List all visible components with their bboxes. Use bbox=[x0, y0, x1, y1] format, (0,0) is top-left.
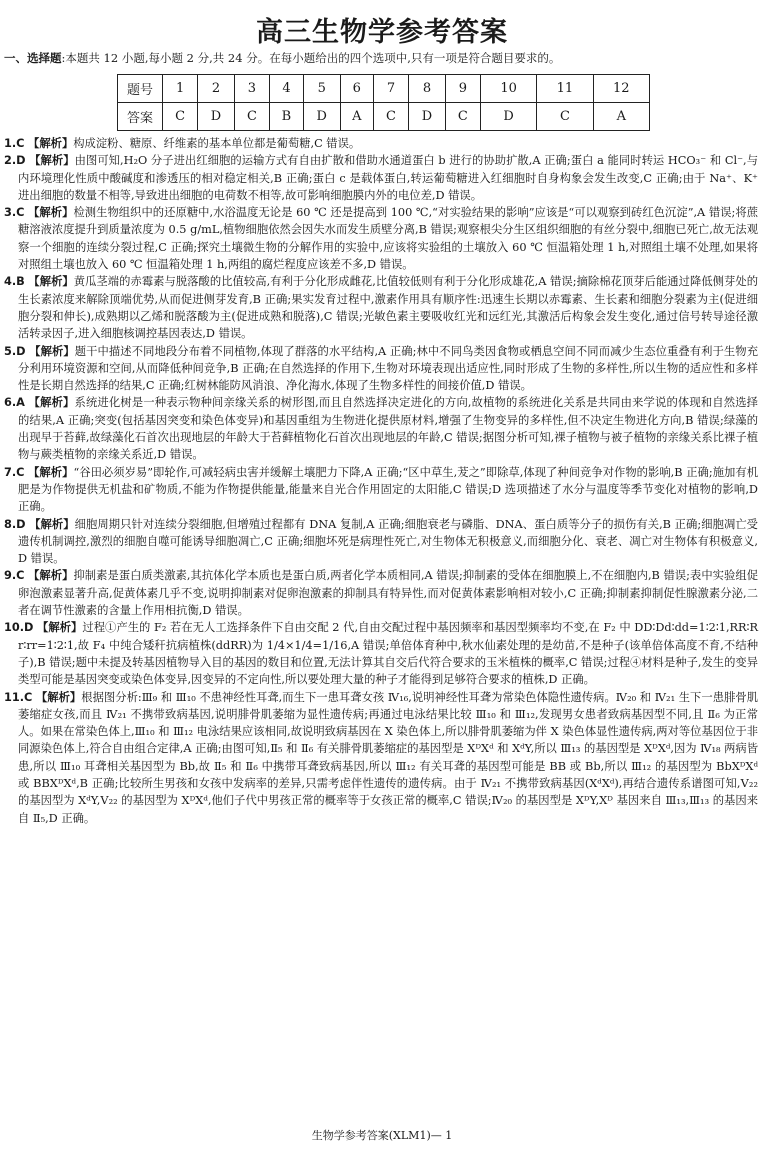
table-cell: 11 bbox=[537, 75, 593, 103]
table-cell: 2 bbox=[198, 75, 235, 103]
answer-row-label: 答案 bbox=[118, 103, 163, 131]
item-text: 题干中描述不同地段分布着不同植物,体现了群落的水平结构,A 正确;林中不同鸟类因食物或栖息空间不同而减少生态位重叠有利于生物充分利用环境资源和空间,从而降低种间竞争,B 正确;在自然选择的作用下,生物对环境表现出适应性,同时形成了生物的多样性,所以生物的适应性和多样性是长期自然选择的结果,C 正确;红树林能防风消浪、净化海水,体现了生物多样性的间接价值,D 错误。 bbox=[18, 344, 758, 393]
section-header bbox=[4, 50, 760, 66]
number-row-label: 题号 bbox=[118, 75, 163, 103]
item-text: 细胞周期只针对连续分裂细胞,但增殖过程都有 DNA 复制,A 正确;细胞衰老与磷脂、DNA、蛋白质等分子的损伤有关,B 正确;细胞凋亡受遗传机制调控,激烈的细胞自噬可能诱导细胞凋亡,C 正确;细胞坏死是病理性死亡,对生物体无积极意义,而细胞分化、衰老、凋亡对生物体有积极意义,D 错误。 bbox=[18, 517, 758, 566]
item-text: 由图可知,H₂O 分子进出红细胞的运输方式有自由扩散和借助水通道蛋白 b 进行的协助扩散,A 正确;蛋白 a 能同时转运 HCO₃⁻ 和 Cl⁻,与内环境理化性质中酸碱度和渗透压的相对稳定相关,B 正确;蛋白 c 是载体蛋白,转运葡萄糖进入红细胞时自身构象会发生改变,C 正确;由于 Na⁺、K⁺ 进出细胞的数量不相等,导致进出细胞的电荷数不相等,故可影响细胞膜内外的电位差,D 错误。 bbox=[18, 154, 758, 202]
list-item bbox=[4, 516, 758, 568]
item-text: 系统进化树是一种表示物种间亲缘关系的树形图,而且自然选择决定进化的方向,故植物的系统进化关系是共同由来学说的体现和自然选择的结果,A 正确;突变(包括基因突变和染色体变异)和基因重组为生物进化提供原材料,增强了生物变异的多样性,但不决定生物进化方向,B 错误;绿藻的出现早于苔藓,故绿藻化石首次出现地层的年龄大于苔藓植物化石首次出现地层的年龄,C 错误;据图分析可知,裸子植物与被子植物的亲缘关系比裸子植物与蕨类植物的亲缘关系近,D 错误。 bbox=[18, 396, 758, 462]
item-tag: 【解析】 bbox=[28, 465, 74, 479]
table-cell: A bbox=[340, 103, 373, 131]
section-description: :本题共 12 小题,每小题 2 分,共 24 分。在每小题给出的四个选项中,只有一项是符合题目要求的。 bbox=[61, 51, 561, 65]
item-number: 5.D bbox=[4, 344, 26, 358]
list-item bbox=[4, 273, 758, 342]
list-item bbox=[4, 343, 758, 395]
item-number: 6.A bbox=[4, 396, 25, 410]
item-tag: 【解析】 bbox=[35, 690, 82, 704]
table-cell: D bbox=[303, 103, 340, 131]
table-cell: C bbox=[163, 103, 198, 131]
table-cell: C bbox=[234, 103, 269, 131]
item-tag: 【解析】 bbox=[37, 621, 83, 635]
table-cell: D bbox=[409, 103, 446, 131]
list-item bbox=[4, 152, 758, 204]
page-title: 高三生物学参考答案 bbox=[256, 17, 508, 48]
table-cell: 7 bbox=[373, 75, 408, 103]
item-number: 1.C bbox=[4, 137, 25, 150]
item-number: 10.D bbox=[4, 621, 34, 635]
item-text: “谷田必须岁易”即轮作,可减轻病虫害并缓解土壤肥力下降,A 正确;“区中草生,茇之”即除草,体现了种间竞争对作物的影响,B 正确;施加有机肥是为作物提供无机盐和矿物质,不能为作物提供能量,能量来自光合作用固定的太阳能,C 错误;D 选项描述了水分与温度等季节变化对植物的影响,D 正确。 bbox=[18, 465, 758, 514]
item-tag: 【解析】 bbox=[29, 344, 75, 358]
item-number: 4.B bbox=[4, 275, 25, 289]
table-cell: 10 bbox=[480, 75, 536, 103]
table-cell: A bbox=[593, 103, 649, 131]
item-number: 7.C bbox=[4, 465, 25, 479]
item-tag: 【解析】 bbox=[28, 206, 74, 220]
answer-table bbox=[117, 74, 650, 131]
item-number: 3.C bbox=[4, 206, 25, 220]
section-heading: 一、选择题 bbox=[4, 51, 62, 65]
item-number: 8.D bbox=[4, 517, 26, 531]
list-item bbox=[4, 619, 758, 688]
item-text: 过程①产生的 F₂ 若在无人工选择条件下自由交配 2 代,自由交配过程中基因频率和基因型频率均不变,在 F₂ 中 DD∶Dd∶dd=1∶2∶1,RR∶Rr∶rr=1∶2∶1,故 F₄ 中纯合矮秆抗病植株(ddRR)为 1/4×1/4=1/16,A 错误;单倍体育种中,秋水仙素处理的是幼苗,不是种子(该单倍体高度不育,不结种子),B 错误;题中未提及转基因植物导入目的基因的数目和位置,无法计算其自交后代符合要求的玉米植株的概率,C 错误;过程④材料是种子,发生的变异类型可能是基因突变或染色体变异,因变异的不定向性,所以要处理大量的种子才能得到足够符合要求的植株,D 正确。 bbox=[18, 621, 758, 687]
item-tag: 【解析】 bbox=[28, 275, 74, 289]
list-item bbox=[4, 464, 758, 516]
table-cell: 12 bbox=[593, 75, 649, 103]
table-cell: B bbox=[270, 103, 304, 131]
item-text: 检测生物组织中的还原糖中,水浴温度无论是 60 ℃ 还是提高到 100 ℃,“对实验结果的影响”应该是“可以观察到砖红色沉淀”,A 错误;将蔗糖溶液浓度提升到质量浓度为 0.5 g/mL,植物细胞依然会因失水而发生质壁分离,B 错误;观察根尖分生区组织细胞的有丝分裂中,细胞已死亡,故无法观察一个细胞的连续分裂过程,C 正确;探究土壤微生物的分解作用的实验中,应该将实验组的土壤放入 60 ℃ 恒温箱处理 1 h,对照组土壤不处理,如果将对照组土壤也放入 60 ℃ 恒温箱处理 1 h,两组的腐烂程度应该差不多,D 错误。 bbox=[18, 206, 758, 272]
page-footer: 生物学参考答案(XLM1)— 1 bbox=[311, 1129, 453, 1142]
item-number: 2.D bbox=[4, 154, 26, 168]
answer-table-answer-row bbox=[118, 103, 650, 131]
list-item bbox=[4, 204, 758, 273]
item-tag: 【解析】 bbox=[28, 569, 74, 583]
table-cell: 6 bbox=[340, 75, 373, 103]
list-item bbox=[4, 567, 758, 619]
item-tag: 【解析】 bbox=[28, 137, 74, 150]
item-tag: 【解析】 bbox=[29, 154, 75, 168]
item-text: 抑制素是蛋白质类激素,其抗体化学本质也是蛋白质,两者化学本质相同,A 错误;抑制素的受体在细胞膜上,不在细胞内,B 错误;表中实验组促卵泡激素显著升高,促黄体素几乎不变,说明抑制素对促卵泡激素的抑制具有特异性,而对促黄体素影响相对较小,C 正确;抑制素抑制促性腺激素分泌,二者在调节性激素的含量上作用相抗衡,D 错误。 bbox=[18, 569, 758, 618]
table-cell: 5 bbox=[303, 75, 340, 103]
table-cell: D bbox=[198, 103, 235, 131]
table-cell: D bbox=[480, 103, 536, 131]
item-text: 根据图分析:Ⅲ₉ 和 Ⅲ₁₀ 不患神经性耳聋,而生下一患耳聋女孩 Ⅳ₁₆,说明神经性耳聋为常染色体隐性遗传病。Ⅳ₂₀ 和 Ⅳ₂₁ 生下一患腓骨肌萎缩症女孩,而且 Ⅳ₂₁ 不携带致病基因,说明腓骨肌萎缩为显性遗传病;再通过电泳结果比较 Ⅲ₁₀ 和 Ⅲ₁₂,发现男女患者致病基因型不同,且 Ⅱ₆ 为正常人。如果在常染色体上,Ⅲ₁₀ 和 Ⅲ₁₂ 电泳结果应该相同,故说明致病基因在 X 染色体上,所以腓骨肌萎缩为伴 X 染色体显性遗传病,两对等位基因位于非同源染色体上,符合自由组合定律,A 正确;由图可知,Ⅱ₅ 和 Ⅱ₆ 有关腓骨肌萎缩症的基因型是 XᴰXᵈ 和 XᵈY,所以 Ⅲ₁₃ 的基因型是 XᴰXᵈ,因为 Ⅳ₁₈ 两病皆患,所以 Ⅲ₁₀ 耳聋相关基因型为 Bb,故 Ⅱ₅ 和 Ⅱ₆ 中携带耳聋致病基因,所以 Ⅲ₁₂ 有关耳聋的基因型可能是 BB 或 Bb,所以 Ⅲ₁₂ 的基因型为 BbXᴰXᵈ 或 BBXᴰXᵈ,B 正确;比较所生男孩和女孩中发病率的差异,只需考虑伴性遗传的遗传病。由于 Ⅳ₂₁ 不携带致病基因(XᵈXᵈ),再结合遗传系谱图可知,Ⅴ₂₂ 的基因型为 XᵈY,Ⅴ₂₂ 的基因型为 XᴰXᵈ,他们子代中男孩正常的概率等于女孩正常的概率,C 错误;Ⅳ₂₀ 的基因型是 XᴰY,Xᴰ 基因来自 Ⅲ₁₃,Ⅲ₁₃ 的基因来自 Ⅱ₅,D 正确。 bbox=[18, 690, 758, 825]
table-cell: 1 bbox=[163, 75, 198, 103]
explanation-list bbox=[4, 135, 758, 827]
item-text: 构成淀粉、糖原、纤维素的基本单位都是葡萄糖,C 错误。 bbox=[73, 137, 361, 150]
table-cell: 8 bbox=[409, 75, 446, 103]
item-tag: 【解析】 bbox=[29, 517, 75, 531]
list-item bbox=[4, 135, 758, 152]
list-item bbox=[4, 689, 758, 827]
item-number: 11.C bbox=[4, 690, 33, 704]
item-text: 黄瓜茎端的赤霉素与脱落酸的比值较高,有利于分化形成雌花,比值较低则有利于分化形成雄花,A 错误;摘除棉花顶芽后能通过降低侧芽处的生长素浓度来解除顶端优势,从而促进侧芽发育,B 正确;果实发育过程中,激素作用具有顺序性:迅速生长期以赤霉素、生长素和细胞分裂素为主(促进细胞分裂和伸长),成熟期以乙烯和脱落酸为主(促进成熟和脱落),C 错误;光敏色素主要吸收红光和远红光,其激活后构象会发生变化,通过信号转导途径激活转录因子,进入细胞核调控基因表达,D 错误。 bbox=[18, 275, 758, 341]
table-cell: 4 bbox=[270, 75, 304, 103]
table-cell: C bbox=[537, 103, 593, 131]
table-cell: 3 bbox=[234, 75, 269, 103]
table-cell: C bbox=[445, 103, 480, 131]
table-cell: 9 bbox=[445, 75, 480, 103]
list-item bbox=[4, 394, 758, 463]
item-number: 9.C bbox=[4, 569, 25, 583]
item-tag: 【解析】 bbox=[28, 396, 75, 410]
answer-table-number-row bbox=[118, 75, 650, 103]
table-cell: C bbox=[373, 103, 408, 131]
